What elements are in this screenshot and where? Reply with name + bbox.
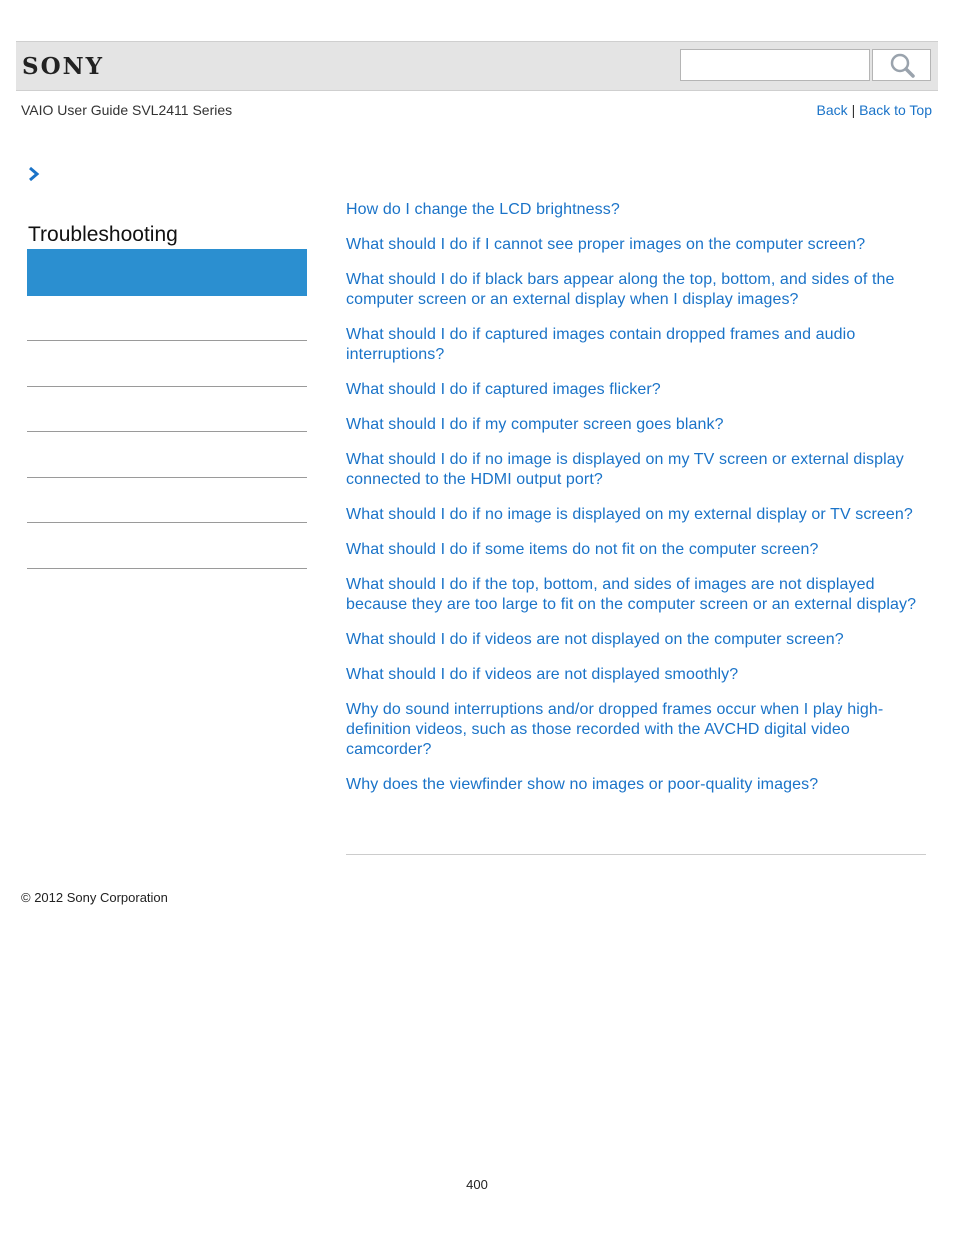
question-link[interactable]: Why do sound interruptions and/or dropped frames occur when I play high-definition videos, such as those recorded with the AVCHD digital video camcorder? (346, 701, 884, 758)
sidebar-active-item[interactable] (27, 249, 307, 296)
question-link[interactable]: What should I do if captured images contain dropped frames and audio interruptions? (346, 326, 856, 363)
question-link[interactable]: What should I do if captured images flicker? (346, 381, 661, 398)
guide-title: VAIO User Guide SVL2411 Series (21, 102, 233, 118)
question-link[interactable]: What should I do if I cannot see proper images on the computer screen? (346, 236, 866, 253)
question-link[interactable]: What should I do if some items do not fit on the computer screen? (346, 541, 819, 558)
copyright-text: © 2012 Sony Corporation (21, 890, 168, 905)
sidebar-divider (27, 386, 307, 387)
top-navigation (817, 102, 932, 118)
content-divider (346, 854, 926, 855)
question-link[interactable]: What should I do if the top, bottom, and sides of images are not displayed because they are too large to fit on the computer screen or an external display? (346, 576, 917, 613)
search-icon (889, 52, 915, 78)
question-list (346, 200, 931, 810)
search-input[interactable] (680, 49, 870, 81)
question-link[interactable]: Why does the viewfinder show no images or poor-quality images? (346, 776, 819, 793)
sidebar-divider (27, 568, 307, 569)
sony-logo[interactable]: SONY (22, 53, 105, 80)
search-button[interactable] (872, 49, 931, 81)
sidebar-divider (27, 522, 307, 523)
page-number: 400 (466, 1177, 488, 1192)
back-link[interactable]: Back (816, 102, 848, 118)
chevron-right-icon[interactable] (27, 166, 41, 182)
question-link[interactable]: What should I do if my computer screen goes blank? (346, 416, 724, 433)
question-link[interactable]: What should I do if videos are not displayed on the computer screen? (346, 631, 844, 648)
question-link[interactable]: What should I do if videos are not displayed smoothly? (346, 666, 739, 683)
sidebar-title: Troubleshooting (28, 223, 178, 246)
question-link[interactable]: What should I do if black bars appear along the top, bottom, and sides of the computer screen or an external display when I display images? (346, 271, 895, 308)
sidebar-divider (27, 340, 307, 341)
sidebar-divider (27, 477, 307, 478)
sidebar-divider (27, 431, 307, 432)
back-to-top-link[interactable]: Back to Top (859, 102, 932, 118)
nav-separator: | (851, 102, 856, 118)
question-link[interactable]: What should I do if no image is displayed on my TV screen or external display connected to the HDMI output port? (346, 451, 904, 488)
question-link[interactable]: How do I change the LCD brightness? (346, 201, 620, 218)
question-link[interactable]: What should I do if no image is displayed on my external display or TV screen? (346, 506, 913, 523)
header-bar (16, 41, 938, 91)
